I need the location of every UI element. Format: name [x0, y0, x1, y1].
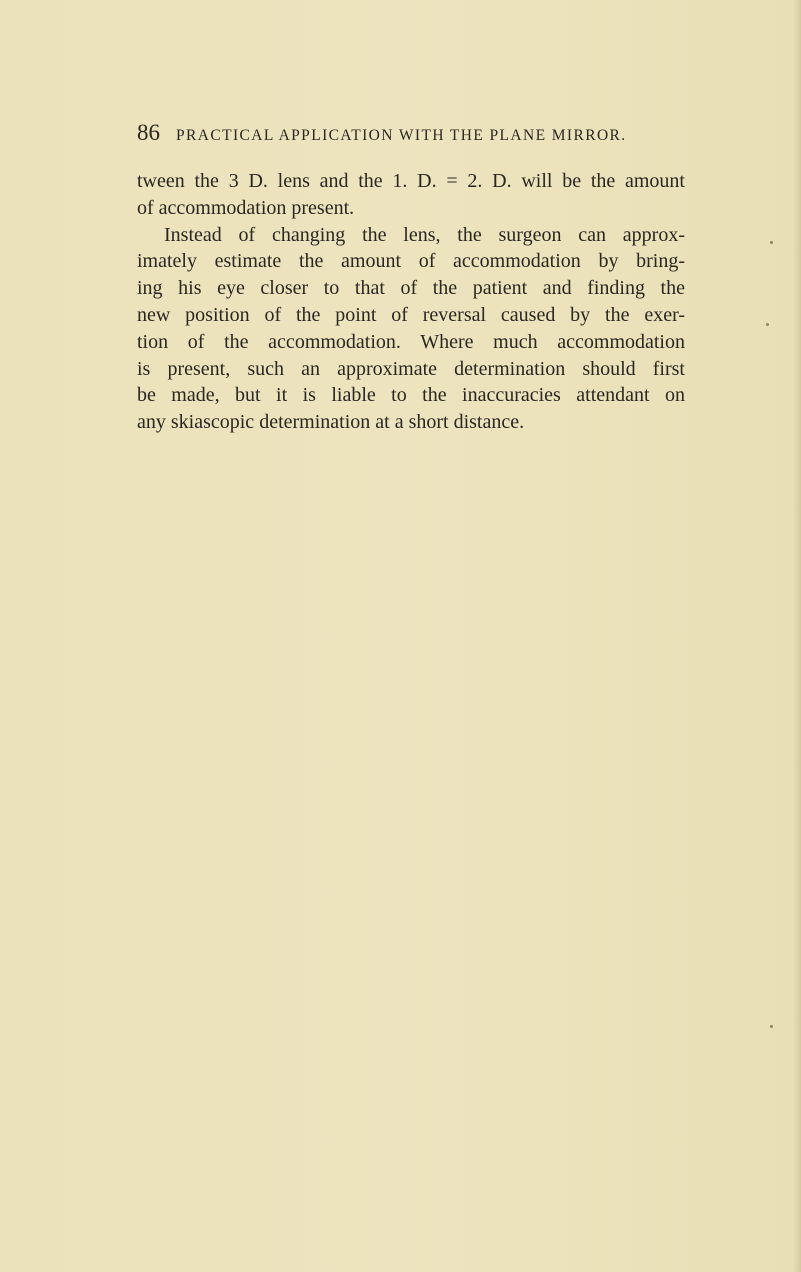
- text-line: any skiascopic determination at a short distance.: [137, 411, 525, 434]
- paper-speck: [766, 323, 769, 326]
- running-title: PRACTICAL APPLICATION WITH THE PLANE MIRROR.: [176, 127, 627, 144]
- text-line: new position of the point of reversal caused by the exer-: [137, 303, 685, 326]
- text-line: be made, but it is liable to the inaccuracies attendant on: [137, 384, 685, 407]
- text-line: ing his eye closer to that of the patient and finding the: [137, 277, 685, 300]
- text-line: tion of the accommodation. Where much accommodation: [137, 330, 685, 353]
- text-line: of accommodation present.: [137, 196, 355, 219]
- running-head: [137, 120, 697, 150]
- text-line: imately estimate the amount of accommodation by bring-: [137, 250, 685, 273]
- text-line: tween the 3 D. lens and the 1. D. = 2. D. will be the amount: [137, 170, 685, 192]
- paper-speck: [770, 241, 773, 244]
- paper-speck: [770, 1025, 773, 1028]
- text-line: is present, such an approximate determination should first: [137, 357, 685, 380]
- body-text: [137, 168, 685, 436]
- page-number: 86: [137, 120, 160, 145]
- text-line: Instead of changing the lens, the surgeon can approx-: [164, 223, 685, 246]
- page-edge-shadow: [793, 0, 801, 1272]
